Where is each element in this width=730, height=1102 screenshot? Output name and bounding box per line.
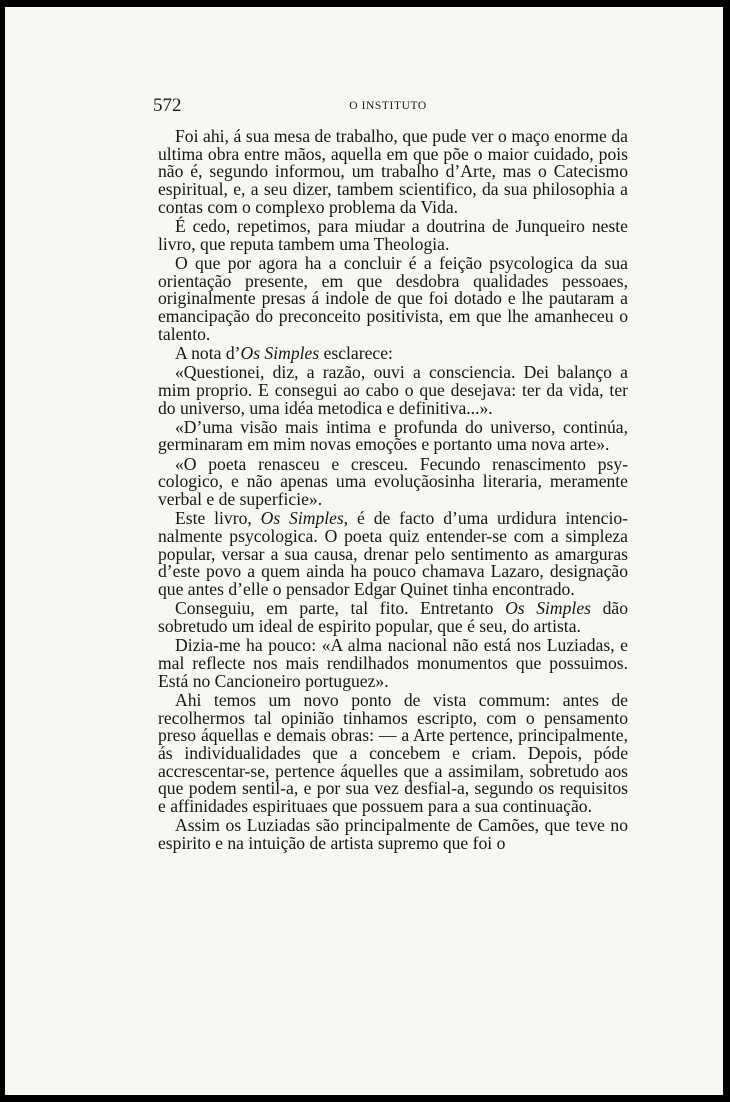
paragraph [158,600,628,635]
paragraph-text: esclarece: [319,342,393,363]
paragraph: «Questionei, diz, a razão, ouvi a consciencia. Dei balanço a mim proprio. E consegui ao cabo o que desejava: ter da vida, ter do universo, uma idéa metodica e definitiva...». [158,362,628,418]
paragraph: «D’uma visão mais intima e profunda do universo, continúa, germinaram em mim novas emoções e portanto uma nova arte». [158,416,628,455]
paragraph-text: dão sobretudo um ideal de espirito popular, que é seu, do artista. [158,598,628,636]
paragraph: O que por agora ha a concluir é a feição psycologica da sua orientação presente, em que desdobra qualidades pessoaes, originalmente presas á indole de que foi dotado e lhe pautaram a emancipação do preconceito positivista, em que lhe amanheceu o talento. [158,252,628,344]
paragraph [158,510,628,599]
paragraph: Assim os Luziadas são principalmente de Camões, que teve no espirito e na intuição de artista supremo que foi o [158,815,628,853]
body-text [158,128,628,854]
paragraph: Foi ahi, á sua mesa de trabalho, que pude ver o maço enorme da ultima obra entre mãos, aquella em que põe o maior cuidado, pois não é, segundo informou, um trabalho d’Arte, mas o Catecismo espiritual, e, a seu dizer, tambem scientifico, da sua philosophia a contas com o complexo problema da Vida. [158,126,628,217]
book-title: Os Simples [505,598,591,619]
paragraph: «O poeta renasceu e cresceu. Fecundo renascimento psycologico, e não apenas uma evoluçãosinha literaria, meramente verbal e de superficie». [158,453,628,510]
paragraph-text: Este livro, [175,508,261,529]
running-title: O INSTITUTO [349,100,427,112]
paragraph [158,342,628,363]
paragraph: É cedo, repetimos, para miudar a doutrina de Junqueiro neste livro, que reputa tambem uma Theologia. [158,216,628,254]
book-title: Os Simples, [260,508,349,529]
page-number: 572 [153,95,182,116]
paragraph: Ahi temos um novo ponto de vista commum: antes de recolhermos tal opinião tinhamos escripto, com o pensamento preso áquellas e demais obras: — a Arte pertence, principalmente, ás individualidades que a concebem e criam. Depois, póde accrescentar-se, pertence áquelles que a assimilam, sobretudo aos que podem sentil-a, e por sua vez desfial-a, segundo os requisitos e affinidades espirituaes que possuem para a sua continuação. [158,689,628,817]
paragraph-text: é de facto d’uma urdidura intencionalmente psycologica. O poeta quiz entender-se com a simpleza popular, versar a sua causa, drenar pelo sentimento as amarguras d’este povo a quem ainda ha pouco chamava Lazaro, designação que antes d’elle o pensador Edgar Quinet tinha encontrado. [158,508,628,600]
paragraph: Dizia-me ha pouco: «A alma nacional não está nos Luziadas, e mal reflecte nos mais rendilhados monumentos que possuimos. Está no Cancioneiro portuguez». [158,635,628,691]
paragraph-text: A nota d’ [175,342,241,363]
page-header [153,96,623,118]
book-title: Os Simples [240,342,320,363]
paragraph-text: Conseguiu, em parte, tal fito. Entretanto [175,598,506,619]
